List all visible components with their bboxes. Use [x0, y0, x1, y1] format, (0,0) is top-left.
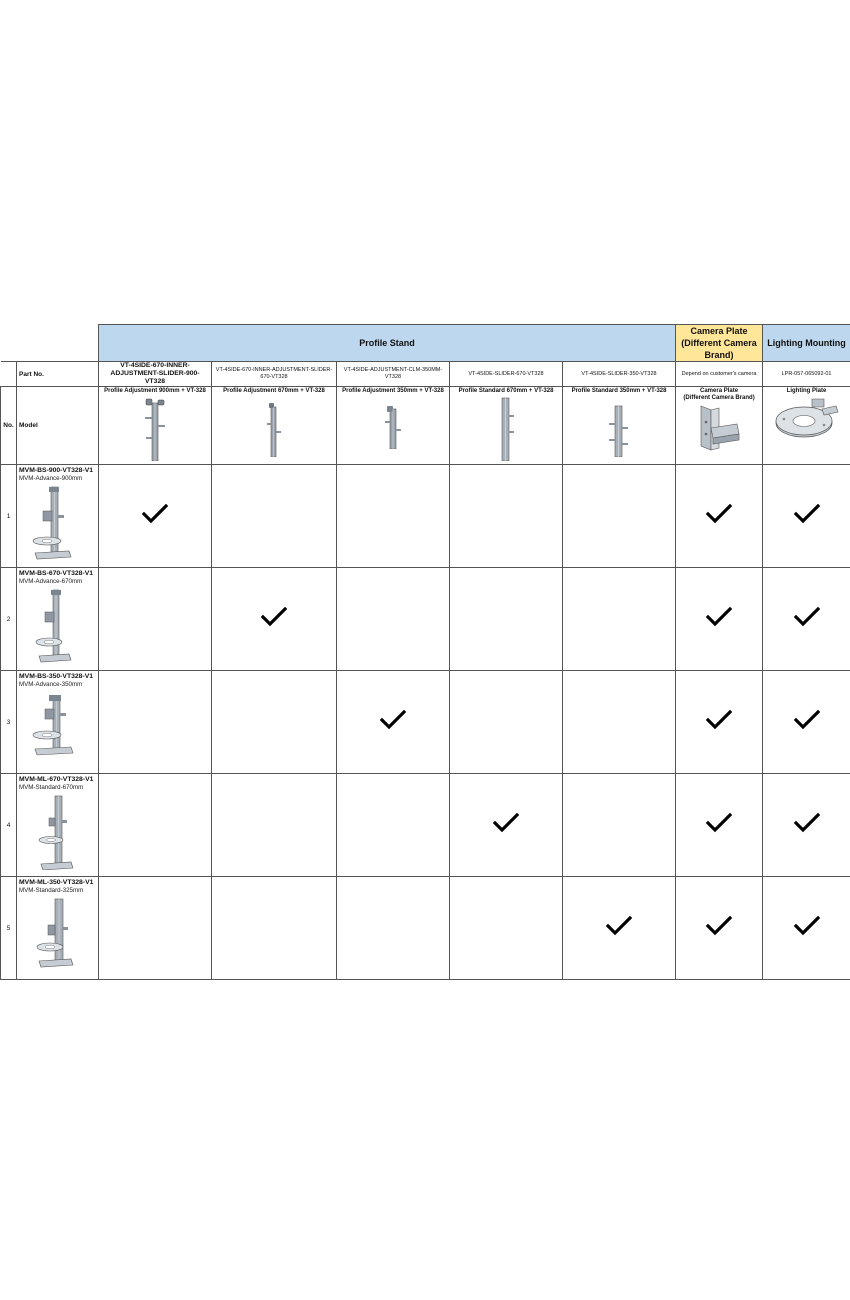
checkmark-icon: [794, 710, 820, 730]
model-code: MVM-ML-670-VT328-V1: [19, 776, 94, 783]
model-code: MVM-BS-670-VT328-V1: [19, 570, 94, 577]
group-header-row: [1, 325, 850, 362]
model-label: Model: [17, 387, 99, 465]
checkmark-icon: [794, 607, 820, 627]
checkmark-icon: [794, 916, 820, 936]
compat-cell: [563, 671, 676, 774]
compat-cell: [763, 671, 850, 774]
compat-cell: [563, 877, 676, 980]
model-row: [1, 774, 850, 877]
part-number-cell: VT-4SIDE-SLIDER-670-VT328: [450, 362, 563, 387]
product-title: Profile Standard 670mm + VT-328: [458, 388, 554, 394]
checkmark-icon: [794, 813, 820, 833]
model-description: MVM-Standard-670mm: [19, 784, 84, 791]
checkmark-icon: [706, 607, 732, 627]
compat-cell: [212, 671, 337, 774]
product-cell: [212, 387, 337, 465]
product-title: Profile Standard 350mm + VT-328: [571, 388, 667, 394]
model-code: MVM-BS-900-VT328-V1: [19, 467, 94, 474]
checkmark-icon: [706, 813, 732, 833]
compat-cell: [337, 568, 450, 671]
model-cell: [17, 465, 99, 568]
model-description: MVM-Advance-350mm: [19, 681, 83, 688]
model-code: MVM-BS-350-VT328-V1: [19, 673, 94, 680]
row-number: 5: [1, 877, 17, 980]
compat-cell: [563, 465, 676, 568]
compat-cell: [212, 568, 337, 671]
compat-cell: [676, 877, 763, 980]
compat-cell: [99, 465, 212, 568]
checkmark-icon: [794, 504, 820, 524]
checkmark-icon: [142, 504, 168, 524]
model-cell: [17, 568, 99, 671]
part-no-blank-cell: [1, 362, 17, 387]
checkmark-icon: [606, 916, 632, 936]
compat-cell: [763, 877, 850, 980]
compat-cell: [99, 671, 212, 774]
compatibility-table: [0, 324, 850, 980]
no-label: No.: [1, 387, 17, 465]
model-cell: [17, 877, 99, 980]
compat-cell: [676, 671, 763, 774]
compat-cell: [450, 465, 563, 568]
part-number-cell: LPR-057-065092-01: [763, 362, 850, 387]
compat-cell: [99, 774, 212, 877]
compat-cell: [676, 774, 763, 877]
camera-plate-icon: [697, 404, 741, 452]
compat-cell: [450, 671, 563, 774]
compat-cell: [763, 465, 850, 568]
vision-machine-icon: [31, 485, 75, 561]
part-number-cell: VT-4SIDE-670-INNER-ADJUSTMENT-SLIDER-900-VT328: [99, 362, 212, 387]
product-cell: [763, 387, 850, 465]
blank-corner-cell: [1, 325, 99, 362]
compat-cell: [763, 568, 850, 671]
compat-cell: [763, 774, 850, 877]
checkmark-icon: [493, 813, 519, 833]
compat-cell: [676, 568, 763, 671]
vision-machine-icon: [31, 897, 75, 969]
model-description: MVM-Advance-670mm: [19, 578, 83, 585]
checkmark-icon: [706, 504, 732, 524]
compat-cell: [563, 568, 676, 671]
compat-cell: [450, 568, 563, 671]
model-code: MVM-ML-350-VT328-V1: [19, 879, 94, 886]
compat-cell: [337, 671, 450, 774]
compat-cell: [337, 465, 450, 568]
checkmark-icon: [706, 710, 732, 730]
model-row: [1, 465, 850, 568]
profile-stand-icon: [143, 397, 167, 461]
part-no-label: Part No.: [17, 362, 99, 387]
product-cell: [99, 387, 212, 465]
compat-cell: [99, 568, 212, 671]
compat-cell: [99, 877, 212, 980]
row-number: 4: [1, 774, 17, 877]
product-cell: [676, 387, 763, 465]
row-number: 1: [1, 465, 17, 568]
part-number-cell: VT-4SIDE-ADJUSTMENT-CLM-350MM-VT328: [337, 362, 450, 387]
vision-machine-icon: [31, 588, 75, 664]
product-title: Profile Adjustment 350mm + VT-328: [342, 388, 444, 394]
checkmark-icon: [706, 916, 732, 936]
compat-cell: [450, 774, 563, 877]
compat-cell: [212, 465, 337, 568]
compat-cell: [212, 877, 337, 980]
lighting-plate-icon: [774, 397, 840, 441]
product-cell: [450, 387, 563, 465]
product-cell: [337, 387, 450, 465]
product-title: Profile Adjustment 670mm + VT-328: [223, 388, 325, 394]
profile-stand-icon: [497, 397, 515, 461]
product-title: Profile Adjustment 900mm + VT-328: [104, 388, 206, 394]
compat-cell: [337, 774, 450, 877]
compat-cell: [212, 774, 337, 877]
checkmark-icon: [380, 710, 406, 730]
vision-machine-icon: [31, 794, 75, 870]
model-description: MVM-Standard-325mm: [19, 887, 84, 894]
checkmark-icon: [261, 607, 287, 627]
compat-cell: [563, 774, 676, 877]
vision-machine-icon: [31, 691, 75, 761]
model-cell: [17, 774, 99, 877]
model-row: [1, 877, 850, 980]
part-number-row: [1, 362, 850, 387]
part-number-cell: Depend on customer's camera: [676, 362, 763, 387]
compat-cell: [337, 877, 450, 980]
profile-stand-header: Profile Stand: [99, 325, 676, 362]
product-title: Lighting Plate: [786, 388, 827, 394]
product-title: Camera Plate (Different Camera Brand): [683, 388, 755, 401]
lighting-mounting-header: Lighting Mounting: [763, 325, 850, 362]
profile-stand-icon: [384, 405, 402, 449]
part-number-cell: VT-4SIDE-670-INNER-ADJUSTMENT-SLIDER-670-VT328: [212, 362, 337, 387]
model-description: MVM-Advance-900mm: [19, 475, 83, 482]
product-cell: [563, 387, 676, 465]
model-row: [1, 568, 850, 671]
row-number: 2: [1, 568, 17, 671]
model-cell: [17, 671, 99, 774]
compat-cell: [450, 877, 563, 980]
row-number: 3: [1, 671, 17, 774]
camera-plate-header: Camera Plate (Different Camera Brand): [676, 325, 763, 362]
profile-stand-icon: [266, 401, 282, 457]
model-row: [1, 671, 850, 774]
compat-cell: [676, 465, 763, 568]
part-number-cell: VT-4SIDE-SLIDER-350-VT328: [563, 362, 676, 387]
product-row: [1, 387, 850, 465]
profile-stand-icon: [607, 405, 631, 457]
